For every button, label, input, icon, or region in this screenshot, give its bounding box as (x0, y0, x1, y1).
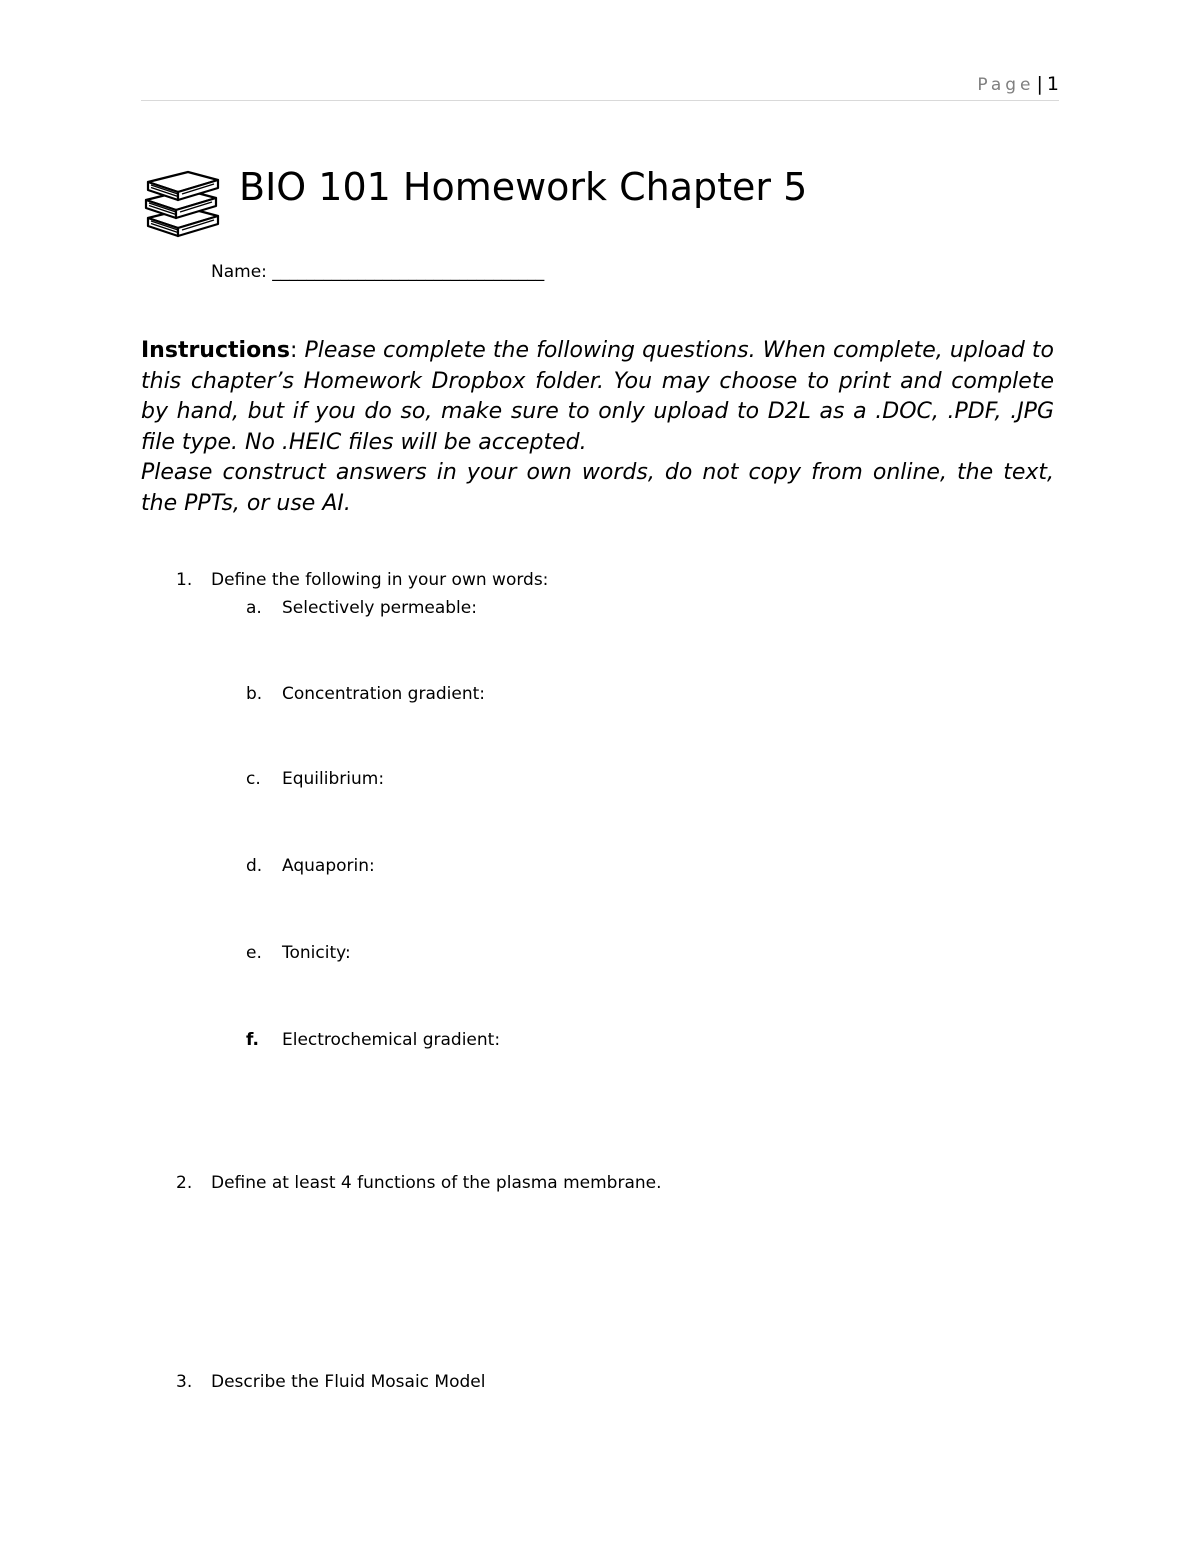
instructions-text: Please complete the following questions. When complete, upload to this chapter’s Homework Dropbox folder. You may choose to print and complete by hand, but if you do so, make sure to only upload to D2L as a .DOC, .PDF, .JPG file type. No .HEIC files will be accepted. (141, 338, 1054, 455)
name-label: Name: (211, 262, 267, 282)
name-field (211, 262, 544, 282)
page-word: Page (977, 75, 1035, 95)
page-title: BIO 101 Homework Chapter 5 (239, 165, 808, 209)
question-number: 2. (176, 1173, 193, 1193)
page-number: 1 (1046, 73, 1059, 95)
instructions-text-2: Please construct answers in your own words, do not copy from online, the text, the PPTs, or use AI. (141, 460, 1054, 516)
item-text: Aquaporin: (282, 856, 375, 876)
item-text: Equilibrium: (282, 769, 385, 789)
item-text: Electrochemical gradient: (282, 1030, 501, 1050)
page-header (141, 72, 1059, 101)
books-icon (142, 168, 222, 242)
item-letter: d. (246, 856, 263, 876)
item-letter: b. (246, 684, 263, 704)
instructions-paragraph-2 (141, 458, 1054, 519)
item-text: Selectively permeable: (282, 598, 477, 618)
page-separator: | (1036, 73, 1043, 95)
instructions-paragraph-1 (141, 336, 1054, 458)
question-number: 3. (176, 1372, 193, 1392)
item-letter: e. (246, 943, 262, 963)
question-number: 1. (176, 570, 193, 590)
item-text: Tonicity: (282, 943, 351, 963)
item-text: Concentration gradient: (282, 684, 486, 704)
name-blank: ________________________________ (272, 262, 545, 282)
question-text: Define at least 4 functions of the plasma membrane. (211, 1173, 662, 1193)
instructions-label: Instructions (141, 338, 290, 363)
item-letter: f. (246, 1030, 259, 1050)
question-text: Describe the Fluid Mosaic Model (211, 1372, 486, 1392)
page-number-indicator (977, 73, 1059, 95)
instructions-colon: : (289, 338, 298, 363)
item-letter: a. (246, 598, 262, 618)
instructions-block (141, 336, 1054, 519)
question-text: Define the following in your own words: (211, 570, 549, 590)
item-letter: c. (246, 769, 261, 789)
